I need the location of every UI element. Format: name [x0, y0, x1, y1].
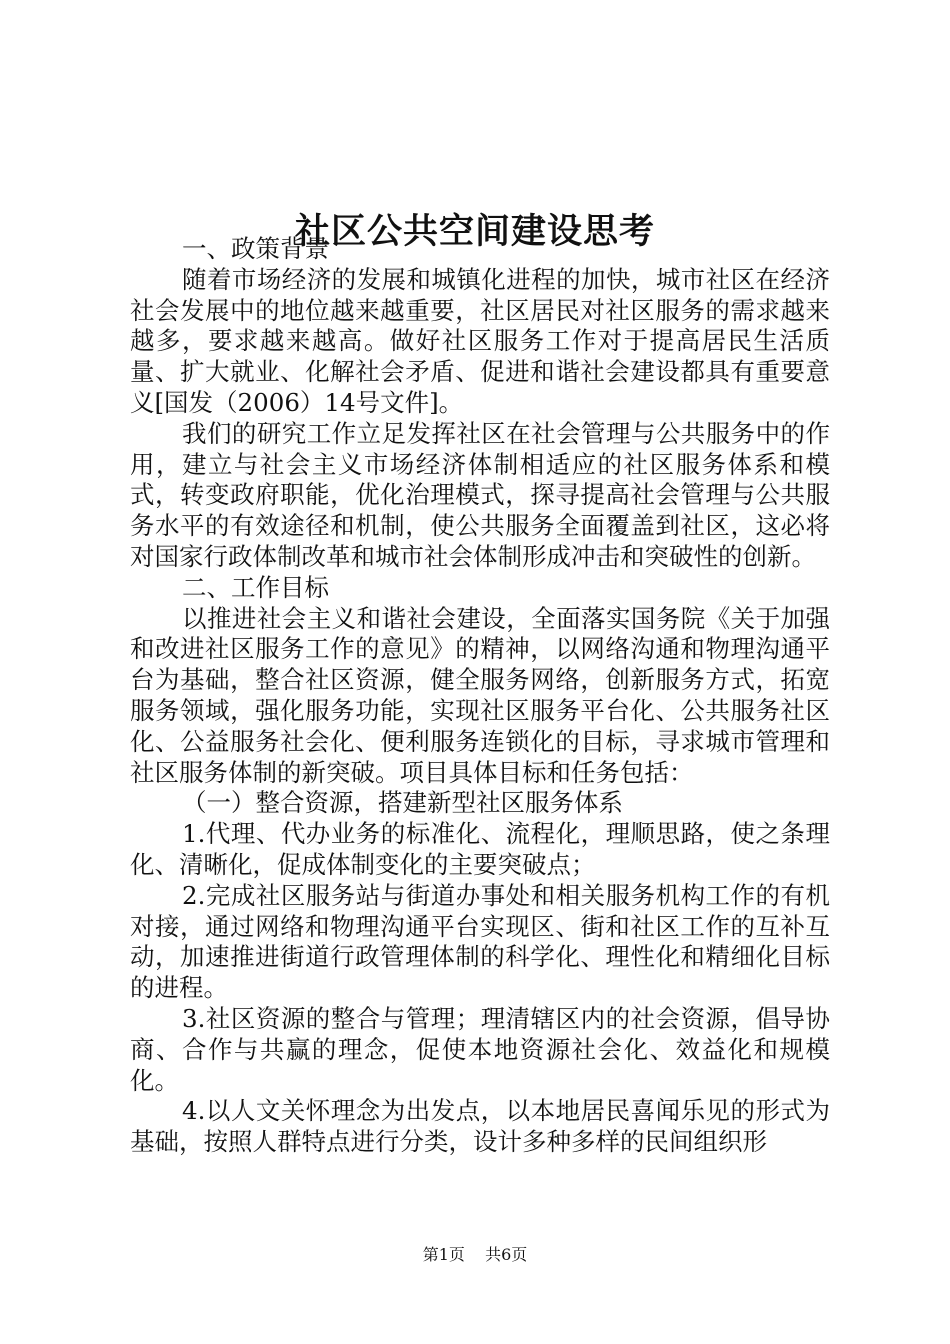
- paragraph: 以推进社会主义和谐社会建设，全面落实国务院《关于加强和改进社区服务工作的意见》的精神，以网络沟通和物理沟通平台为基础，整合社区资源，健全服务网络，创新服务方式，拓宽服务领域，强化服务功能，实现社区服务平台化、公共服务社区化、公益服务社会化、便利服务连锁化的目标，寻求城市管理和社区服务体制的新突破。项目具体目标和任务包括：: [130, 603, 830, 787]
- list-item: 4.以人文关怀理念为出发点，以本地居民喜闻乐见的形式为基础，按照人群特点进行分类，设计多种多样的民间组织形: [130, 1096, 830, 1157]
- section-heading-policy-background: 一、政策背景: [182, 234, 329, 263]
- page-footer: [0, 1243, 950, 1267]
- list-item: 2.完成社区服务站与街道办事处和相关服务机构工作的有机对接，通过网络和物理沟通平台实现区、街和社区工作的互补互动，加速推进街道行政管理体制的科学化、理性化和精细化目标的进程。: [130, 880, 830, 1003]
- paragraph: 我们的研究工作立足发挥社区在社会管理与公共服务中的作用，建立与社会主义市场经济体制相适应的社区服务体系和模式，转变政府职能，优化治理模式，探寻提高社会管理与公共服务水平的有效途径和机制，使公共服务全面覆盖到社区，这必将对国家行政体制改革和城市社会体制形成冲击和突破性的创新。: [130, 418, 830, 571]
- page-number: 第1页: [422, 1245, 465, 1264]
- document-body: [130, 234, 830, 1158]
- list-item: 3.社区资源的整合与管理；理清辖区内的社会资源，倡导协商、合作与共赢的理念，促使本地资源社会化、效益化和规模化。: [130, 1003, 830, 1095]
- list-item: 1.代理、代办业务的标准化、流程化，理顺思路，使之条理化、清晰化，促成体制变化的主要突破点；: [130, 819, 830, 879]
- section-heading-work-goals: 二、工作目标: [182, 572, 329, 602]
- subsection-heading: （一）整合资源，搭建新型社区服务体系: [182, 788, 623, 818]
- page-total: 共6页: [485, 1245, 528, 1264]
- document-title: 社区公共空间建设思考: [294, 211, 655, 253]
- paragraph: 随着市场经济的发展和城镇化进程的加快，城市社区在经济社会发展中的地位越来越重要，社区居民对社区服务的需求越来越多，要求越来越高。做好社区服务工作对于提高居民生活质量、扩大就业、化解社会矛盾、促进和谐社会建设都具有重要意义[国发（2006）14号文件]。: [130, 264, 830, 417]
